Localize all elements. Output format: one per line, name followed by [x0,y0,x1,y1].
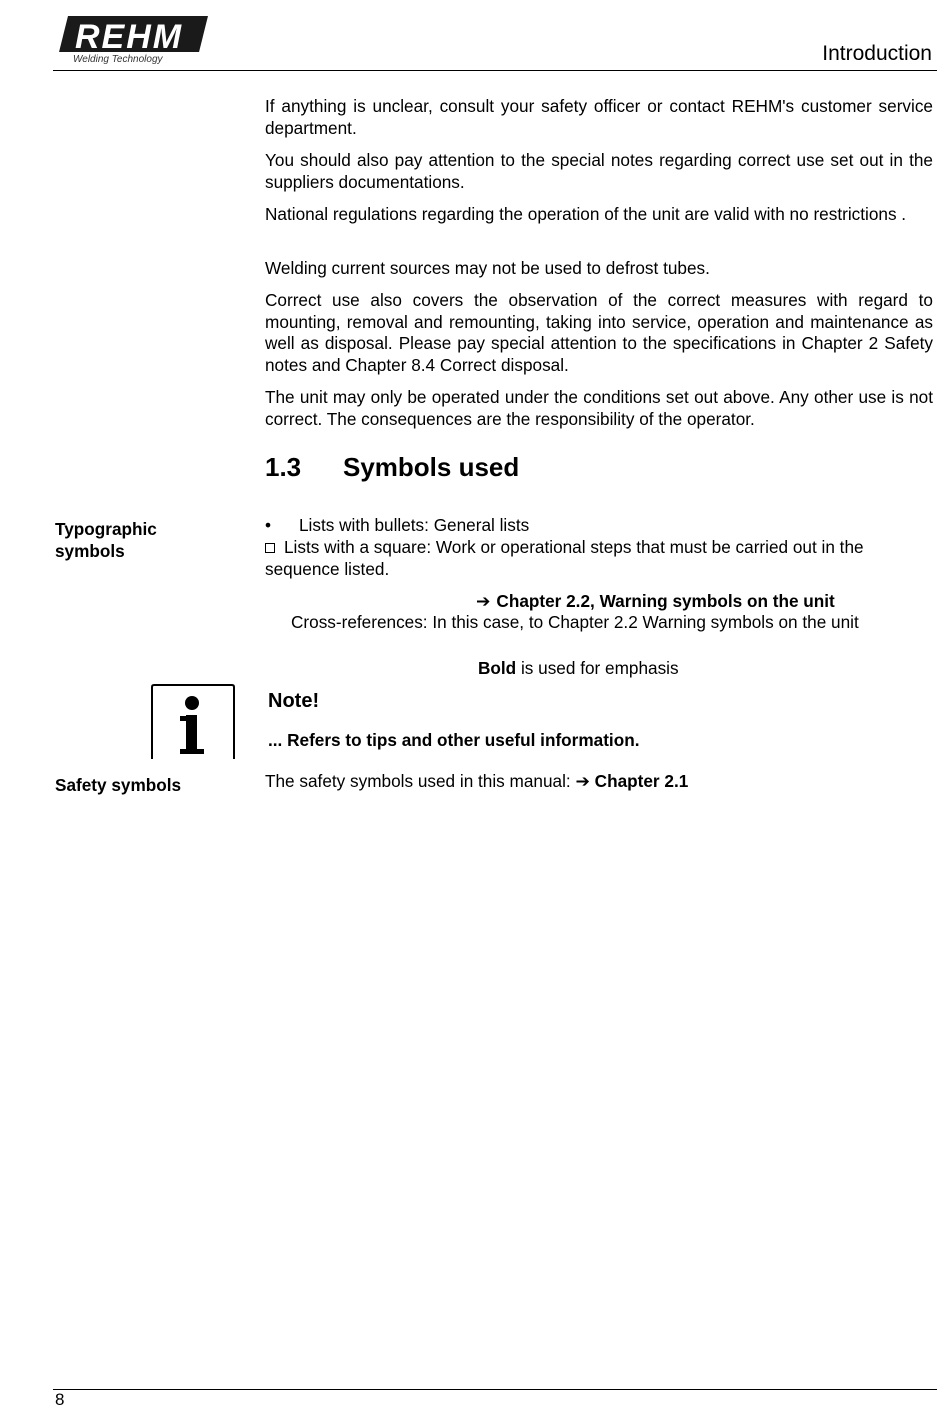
note-title: Note! [268,690,320,712]
paragraph-supplier-notes: You should also pay attention to the special notes regarding correct use set out in the suppliers documentations. [265,150,933,192]
page-number: 8 [55,1390,65,1409]
safety-symbols-reference [265,771,688,792]
note-text: ... Refers to tips and other useful information. [268,730,640,750]
square-bullet-icon [265,543,275,553]
header-divider [53,70,937,71]
cross-reference-description: Cross-references: In this case, to Chapter 2.2 Warning symbols on the unit [291,612,859,632]
bullet-list-text: Lists with bullets: General lists [299,515,530,535]
cross-reference-example [476,591,835,613]
paragraph-defrost: Welding current sources may not be used to defrost tubes. [265,258,710,278]
arrow-right-icon: ➔ [476,591,491,611]
bullet-dot-icon: • [265,515,272,535]
bold-emphasis-example [478,658,679,680]
cross-reference-text: Chapter 2.2, Warning symbols on the unit [496,591,835,611]
info-icon [150,683,236,759]
paragraph-correct-use: Correct use also covers the observation of the correct measures with regard to mounting, removal and remounting, taking into service, operation and maintenance as well as disposal. Please pay special attention to the specifications in Chapter 2 Safety notes and Chapter 8.4 Correct disposal. [265,290,933,375]
section-number: 1.3 [265,452,302,482]
section-heading [265,452,519,483]
paragraph-operating-conditions: The unit may only be operated under the conditions set out above. Any other use is not correct. The consequences are the responsibility of the operator. [265,387,933,429]
arrow-right-icon: ➔ [575,771,595,791]
page-header-title: Introduction [822,42,932,65]
bold-description: is used for emphasis [516,658,679,678]
bold-word: Bold [478,658,517,678]
paragraph-national-regulations: National regulations regarding the operation of the unit are valid with no restrictions . [265,204,907,224]
section-title: Symbols used [343,452,520,482]
bullet-list-example [265,515,933,537]
paragraph-contact: If anything is unclear, consult your safety officer or contact REHM's customer service department. [265,96,933,138]
rehm-logo [55,12,210,66]
logo-wordmark: REHM [75,18,184,56]
square-list-text: Lists with a square: Work or operational steps that must be carried out in the sequence listed. [265,537,864,579]
footer-divider [53,1389,937,1390]
square-list-example [265,537,933,580]
safety-chapter-ref: Chapter 2.1 [594,771,689,791]
margin-label-safety: Safety symbols [55,775,182,795]
logo-subtext: Welding Technology [73,54,163,65]
margin-label-typographic: Typographic symbols [55,519,157,561]
safety-text: The safety symbols used in this manual: [265,771,576,791]
